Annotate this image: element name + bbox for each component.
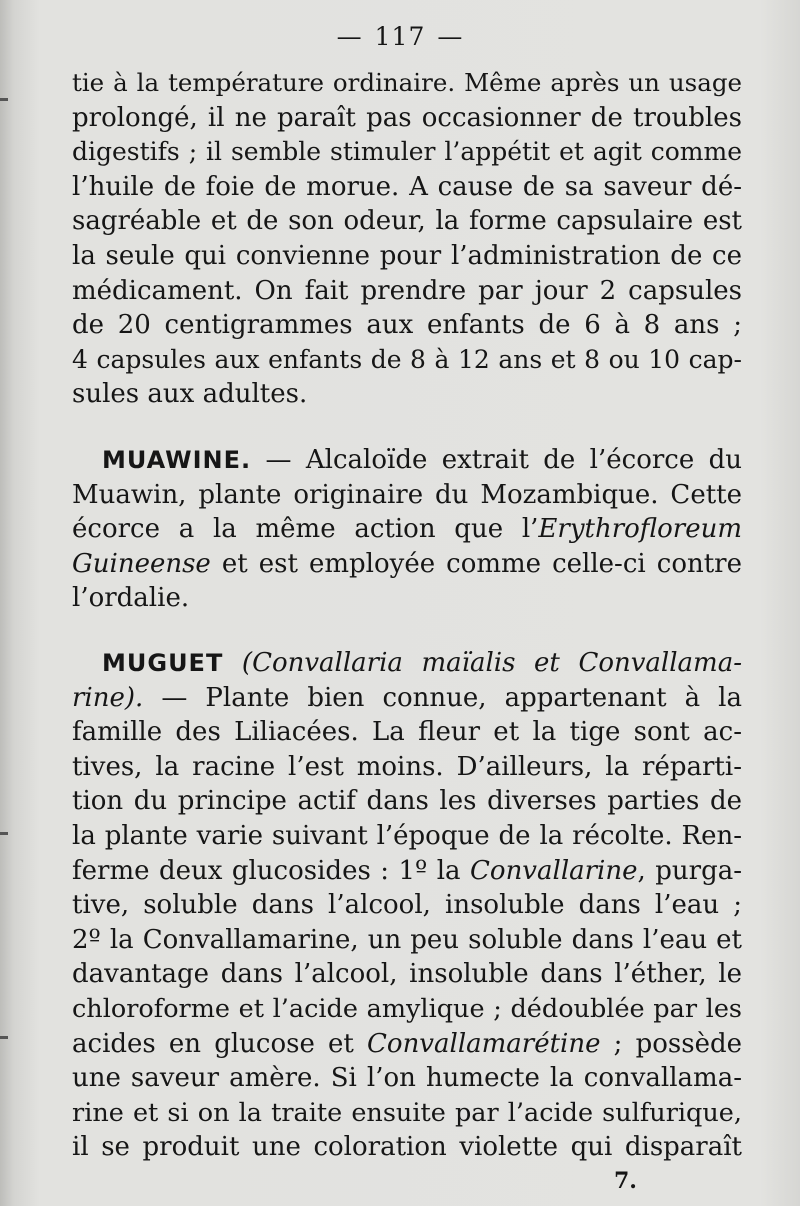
text-line: tive, soluble dans l’alcool, insoluble dans l’eau ; xyxy=(72,890,742,921)
text-line: l’huile de foie de morue. A cause de sa saveur dé- xyxy=(72,171,742,202)
page-number: 117 xyxy=(374,22,426,51)
paragraph-continuation xyxy=(72,66,742,412)
text-line: tion du principe actif dans les diverses parties de xyxy=(72,786,742,817)
latin-term: Erythrofloreum xyxy=(538,514,742,545)
text-line: l’ordalie. xyxy=(72,583,190,614)
margin-speck xyxy=(0,832,8,835)
text-line: digestifs ; il semble stimuler l’appétit et agit comme xyxy=(72,137,742,167)
text-line: la seule qui convienne pour l’administration de ce xyxy=(72,240,742,271)
text-line: chloroforme et l’acide amylique ; dédoublée par les xyxy=(72,993,742,1024)
text-line: famille des Liliacées. La fleur et la tige sont ac- xyxy=(72,717,742,748)
text-segment: — Alcaloïde extrait de l’écorce du xyxy=(251,445,742,475)
text-line: tie à la température ordinaire. Même après un usage xyxy=(72,68,742,97)
latin-term: rine). xyxy=(72,682,144,713)
text-line: rine et si on la traite ensuite par l’acide sulfurique, xyxy=(72,1097,742,1128)
text-line: il se produit une coloration violette qui disparaît xyxy=(72,1132,742,1163)
text-line: sagréable et de son odeur, la forme capsulaire est xyxy=(72,206,742,237)
text-segment: et est employée comme celle-ci contre xyxy=(210,548,742,579)
text-segment: , purga- xyxy=(637,855,742,886)
text-line: la plante varie suivant l’époque de la récolte. Ren- xyxy=(72,820,742,851)
entry-heading-muguet: MUGUET xyxy=(102,649,224,677)
text-segment: ; possède xyxy=(600,1028,742,1059)
compound-name: Convallamarétine xyxy=(367,1028,601,1059)
entry-muawine xyxy=(72,443,742,616)
signature-mark: 7. xyxy=(614,1168,637,1194)
text-line: médicament. On fait prendre par jour 2 capsules xyxy=(72,275,742,306)
text-segment: — Plante bien connue, appartenant à la xyxy=(143,682,742,713)
text-line: tives, la racine l’est moins. D’ailleurs, la réparti- xyxy=(72,751,742,782)
entry-muguet xyxy=(72,646,742,1165)
latin-term: Guineense xyxy=(72,548,211,579)
page-header: — 117 — xyxy=(336,22,464,51)
text-line: 2º la Convallamarine, un peu soluble dans l’eau et xyxy=(72,924,742,955)
text-line: Muawin, plante originaire du Mozambique. Cette xyxy=(72,479,742,510)
margin-speck xyxy=(0,98,8,101)
text-line: 4 capsules aux enfants de 8 à 12 ans et 8 ou 10 cap- xyxy=(72,344,742,374)
margin-speck xyxy=(0,1036,8,1039)
latin-term: (Convallaria maïalis et Convallama- xyxy=(241,648,743,678)
text-segment: écorce a la même action que l’ xyxy=(72,514,539,545)
text-segment: acides en glucose et xyxy=(72,1028,368,1059)
text-segment: ferme deux glucosides : 1º la xyxy=(72,855,471,886)
text-line: sules aux adultes. xyxy=(72,379,308,410)
text-line: de 20 centigrammes aux enfants de 6 à 8 ans ; xyxy=(72,310,742,341)
entry-heading-muawine: MUAWINE. xyxy=(102,446,252,474)
compound-name: Convallarine xyxy=(470,855,638,886)
text-line: prolongé, il ne paraît pas occasionner de troubles xyxy=(72,102,742,133)
text-line: une saveur amère. Si l’on humecte la convallama- xyxy=(72,1063,742,1094)
text-line: davantage dans l’alcool, insoluble dans l’éther, le xyxy=(72,959,742,990)
